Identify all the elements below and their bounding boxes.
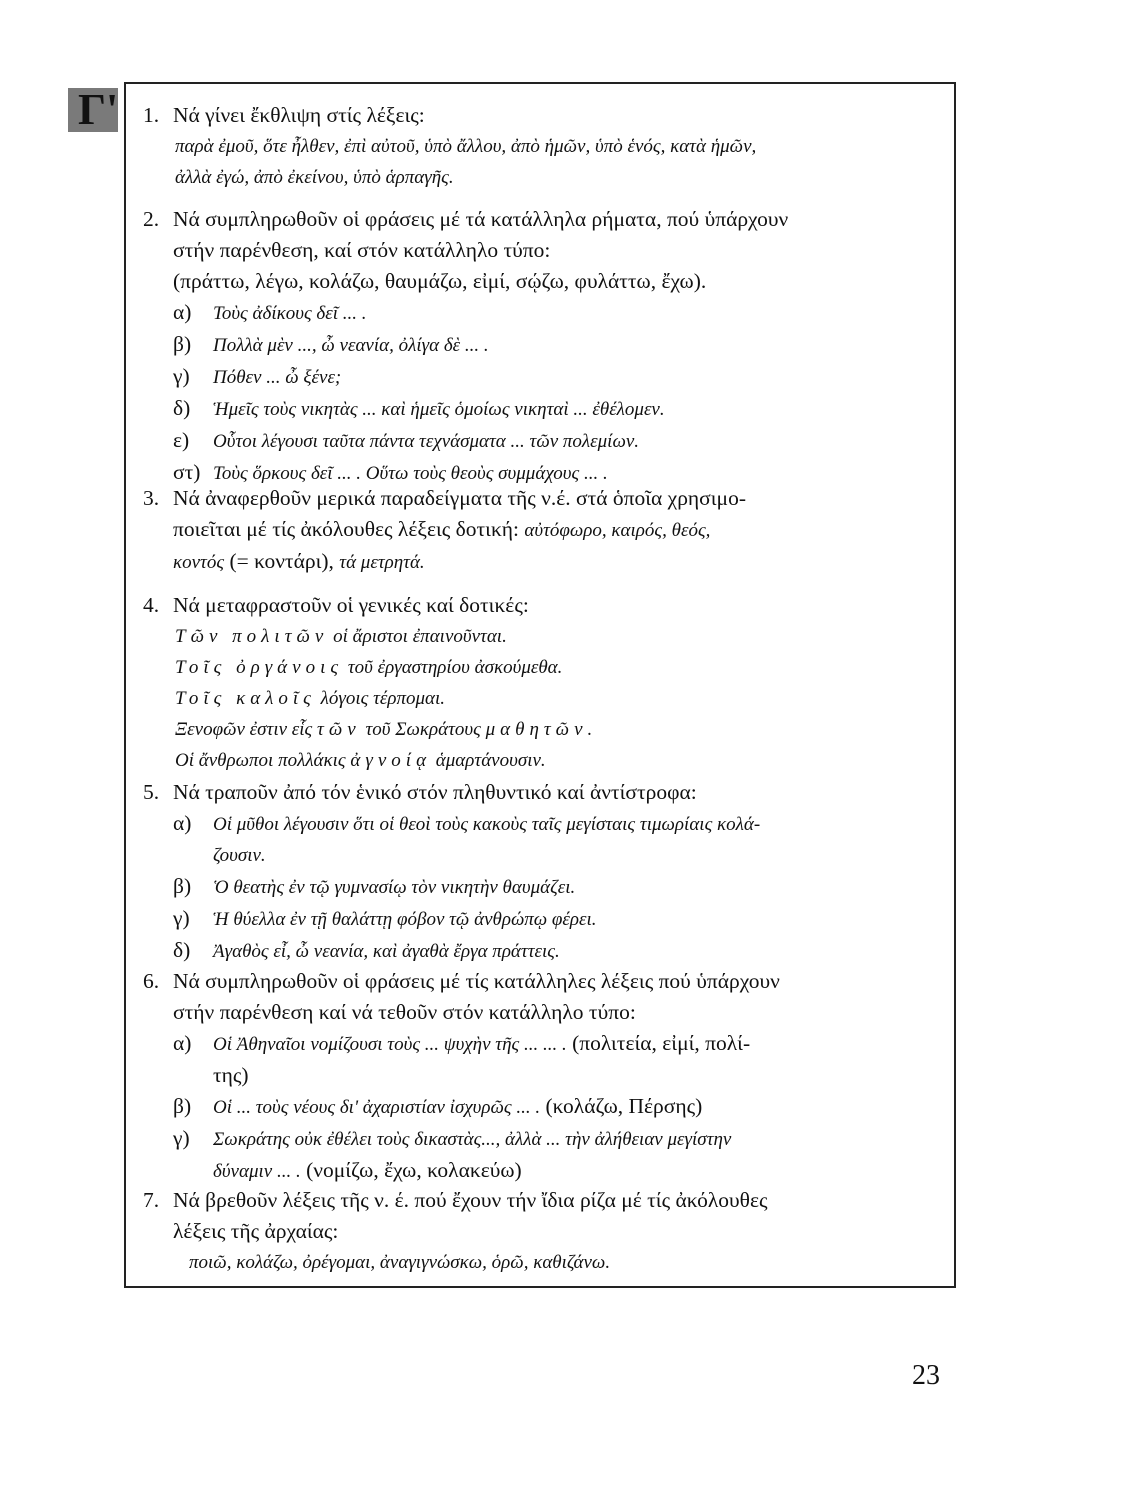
sentence bbox=[143, 745, 953, 776]
item-text: Τοὺς ἀδίκους δεῖ ... . bbox=[213, 303, 367, 324]
exercise-3 bbox=[143, 483, 953, 578]
item-label: γ) bbox=[173, 364, 190, 388]
sentence-item bbox=[143, 1155, 953, 1187]
exercise-6 bbox=[143, 966, 953, 1187]
item-text: Πολλὰ μὲν ..., ὦ νεανία, ὀλίγα δὲ ... . bbox=[213, 335, 489, 356]
exercise-prompt: Νά συμπληρωθοῦν οἱ φράσεις μέ τίς κατάλληλες λέξεις πού ὑπάρχουν bbox=[173, 969, 780, 993]
hint-words: (νομίζω, ἔχω, κολακεύω) bbox=[306, 1158, 522, 1182]
gloss: (= κοντάρι), bbox=[229, 549, 334, 573]
exercise-number: 2. bbox=[143, 207, 160, 231]
sentence-text: ἁμαρτάνουσιν. bbox=[435, 750, 546, 771]
hint-words: (πολιτεία, εἰμί, πολί- bbox=[572, 1031, 751, 1055]
sentence-item bbox=[143, 361, 953, 393]
exercise-prompt: στήν παρένθεση καί νά τεθοῦν στόν κατάλληλο τύπο: bbox=[173, 1000, 636, 1024]
exercise-number: 7. bbox=[143, 1188, 160, 1212]
exercise-prompt: Νά μεταφραστοῦν οἱ γενικές καί δοτικές: bbox=[173, 593, 529, 617]
sentence-text: τοῦ Σωκράτους bbox=[365, 719, 481, 740]
hint-words: (κολάζω, Πέρσης) bbox=[545, 1094, 703, 1118]
sentence-item bbox=[143, 329, 953, 361]
sentence bbox=[143, 714, 953, 745]
sentence-text: Ξενοφῶν ἐστιν εἷς bbox=[175, 719, 313, 740]
word-list: τά μετρητά. bbox=[339, 552, 425, 573]
item-text: Σωκράτης οὐκ ἐθέλει τοὺς δικαστὰς..., ἀλλὰ ... τὴν ἀλήθειαν μεγίστην bbox=[213, 1129, 732, 1150]
exercise-prompt: λέξεις τῆς ἀρχαίας: bbox=[173, 1219, 339, 1243]
exercise-prompt: Νά συμπληρωθοῦν οἱ φράσεις μέ τά κατάλληλα ρήματα, πού ὑπάρχουν bbox=[173, 207, 789, 231]
emphasized-word: Τῶν πολιτῶν bbox=[175, 626, 329, 647]
exercise-number: 1. bbox=[143, 103, 160, 127]
sentence-item bbox=[143, 935, 953, 967]
item-text: Ἀγαθὸς εἶ, ὦ νεανία, καὶ ἀγαθὰ ἔργα πράττεις. bbox=[213, 941, 560, 962]
item-text: Ἡ θύελλα ἐν τῇ θαλάττῃ φόβον τῷ ἀνθρώπῳ φέρει. bbox=[213, 909, 597, 930]
item-text: δύναμιν ... . bbox=[213, 1161, 301, 1182]
word-list-line: παρὰ ἐμοῦ, ὅτε ἦλθεν, ἐπὶ αὐτοῦ, ὑπὸ ἄλλου, ἀπὸ ἡμῶν, ὑπὸ ἑνός, κατὰ ἡμῶν, bbox=[175, 136, 757, 157]
exercise-prompt: Νά τραποῦν ἀπό τόν ἑνικό στόν πληθυντικό καί ἀντίστροφα: bbox=[173, 780, 697, 804]
exercise-number: 4. bbox=[143, 593, 160, 617]
exercise-prompt bbox=[143, 514, 953, 546]
section-marker bbox=[68, 85, 119, 134]
item-label: β) bbox=[173, 332, 192, 356]
item-text: Οἱ μῦθοι λέγουσιν ὅτι οἱ θεοὶ τοὺς κακοὺς ταῖς μεγίσταις τιμωρίαις κολά- bbox=[213, 814, 761, 835]
item-label: γ) bbox=[173, 906, 190, 930]
sentence-text: τοῦ ἐργαστηρίου ἀσκούμεθα. bbox=[347, 657, 563, 678]
exercise-prompt: Νά ἀναφερθοῦν μερικά παραδείγματα τῆς ν.έ. στά ὁποῖα χρησιμο- bbox=[173, 486, 746, 510]
exercise-prompt: Νά βρεθοῦν λέξεις τῆς ν. έ. πού ἔχουν τήν ἴδια ρίζα μέ τίς ἀκόλουθες bbox=[173, 1188, 768, 1212]
exercise-number: 6. bbox=[143, 969, 160, 993]
emphasized-word: μαθητῶν. bbox=[485, 719, 598, 740]
item-text: Οἱ Ἀθηναῖοι νομίζουσι τοὺς ... ψυχὴν τῆς ... ... . bbox=[213, 1034, 567, 1055]
exercise-4 bbox=[143, 590, 953, 776]
exercise-prompt: στήν παρένθεση, καί στόν κατάλληλο τύπο: bbox=[173, 238, 551, 262]
exercise-number: 5. bbox=[143, 780, 160, 804]
sentence-item bbox=[143, 393, 953, 425]
exercise-5 bbox=[143, 777, 953, 967]
exercise-prompt: Νά γίνει ἔκθλιψη στίς λέξεις: bbox=[173, 103, 425, 127]
verb-list: (πράττω, λέγω, κολάζω, θαυμάζω, εἰμί, σῴζω, φυλάττω, ἔχω). bbox=[173, 269, 707, 293]
sentence-text: οἱ ἄριστοι ἐπαινοῦνται. bbox=[333, 626, 507, 647]
item-label: δ) bbox=[173, 396, 191, 420]
emphasized-word: Τοῖς καλοῖς bbox=[175, 688, 316, 709]
word-list: αὐτόφωρο, καιρός, θεός, bbox=[524, 520, 711, 541]
word-list-line: ποιῶ, κολάζω, ὀρέγομαι, ἀναγιγνώσκω, ὁρῶ, καθιζάνω. bbox=[189, 1252, 611, 1273]
item-label: δ) bbox=[173, 938, 191, 962]
item-label: β) bbox=[173, 1094, 192, 1118]
item-text: Ἡμεῖς τοὺς νικητὰς ... καὶ ἡμεῖς ὁμοίως νικηταὶ ... ἐθέλομεν. bbox=[213, 399, 665, 420]
item-label: γ) bbox=[173, 1126, 190, 1150]
item-text: Πόθεν ... ὦ ξένε; bbox=[213, 367, 342, 388]
item-text: Οὗτοι λέγουσι ταῦτα πάντα τεχνάσματα ... τῶν πολεμίων. bbox=[213, 431, 640, 452]
sentence bbox=[143, 683, 953, 714]
sentence-item bbox=[143, 840, 953, 871]
item-label: α) bbox=[173, 811, 192, 835]
sentence-item bbox=[143, 808, 953, 840]
item-label: α) bbox=[173, 1031, 192, 1055]
exercise-2 bbox=[143, 204, 953, 489]
item-text: Ὁ θεατὴς ἐν τῷ γυμνασίῳ τὸν νικητὴν θαυμάζει. bbox=[213, 877, 576, 898]
exercise-prompt bbox=[143, 546, 953, 578]
sentence-item bbox=[143, 1028, 953, 1060]
item-label: στ) bbox=[173, 460, 201, 484]
emphasized-word: τῶν bbox=[317, 719, 361, 740]
sentence-item bbox=[143, 1123, 953, 1155]
item-label: ε) bbox=[173, 428, 190, 452]
item-text: Τοὺς ὅρκους δεῖ ... . Οὕτω τοὺς θεοὺς συμμάχους ... . bbox=[213, 463, 608, 484]
item-label: α) bbox=[173, 300, 192, 324]
page-number: 23 bbox=[912, 1360, 940, 1391]
sentence-item bbox=[143, 1091, 953, 1123]
sentence-text: λόγοις τέρπομαι. bbox=[320, 688, 446, 709]
word-list: κοντός bbox=[173, 552, 225, 573]
sentence-item bbox=[143, 903, 953, 935]
section-marker-label: Γ' bbox=[78, 85, 119, 134]
sentence-item bbox=[143, 1060, 953, 1091]
sentence bbox=[143, 621, 953, 652]
sentence bbox=[143, 652, 953, 683]
hint-words: της) bbox=[213, 1063, 249, 1087]
exercise-1 bbox=[143, 100, 953, 193]
prompt-text: ποιεῖται μέ τίς ἀκόλουθες λέξεις δοτική: bbox=[173, 517, 520, 541]
sentence-item bbox=[143, 871, 953, 903]
exercise-7 bbox=[143, 1185, 953, 1278]
sentence-item bbox=[143, 425, 953, 457]
word-list-line: ἀλλὰ ἐγώ, ἀπὸ ἐκείνου, ὑπὸ ἁρπαγῆς. bbox=[175, 167, 454, 188]
sentence-item bbox=[143, 297, 953, 329]
emphasized-word: Τοῖς ὀργάνοις bbox=[175, 657, 344, 678]
item-text: Οἱ ... τοὺς νέους δι' ἀχαριστίαν ἰσχυρῶς ... . bbox=[213, 1097, 541, 1118]
emphasized-word: ἀγνοίᾳ bbox=[350, 750, 432, 771]
sentence-text: Οἱ ἄνθρωποι πολλάκις bbox=[175, 750, 346, 771]
item-text: ζουσιν. bbox=[213, 845, 266, 866]
exercise-number: 3. bbox=[143, 486, 160, 510]
item-label: β) bbox=[173, 874, 192, 898]
